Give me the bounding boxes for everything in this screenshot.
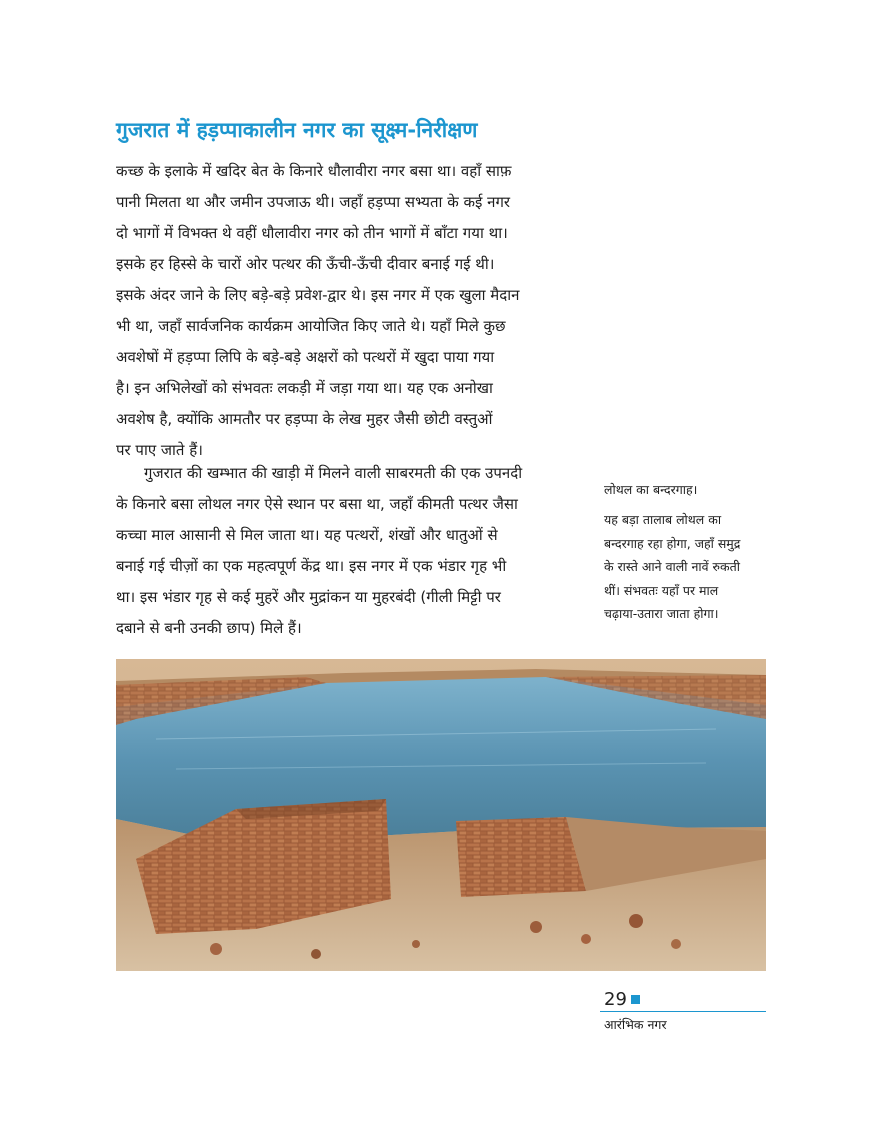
caption-line: चढ़ाया-उतारा जाता होगा।: [604, 606, 719, 621]
text-line: था। इस भंडार गृह से कई मुहरें और मुद्रांकन या मुहरबंदी (गीली मिट्टी पर: [116, 588, 501, 606]
chapter-title: आरंभिक नगर: [604, 1017, 667, 1032]
text-line: है। इन अभिलेखों को संभवतः लकड़ी में जड़ा गया था। यह एक अनोखा: [116, 379, 493, 397]
paragraph-dholavira: [116, 156, 586, 466]
text-line: इसके अंदर जाने के लिए बड़े-बड़े प्रवेश-द्वार थे। इस नगर में एक खुला मैदान: [116, 286, 520, 304]
text-line: कच्छ के इलाके में खदिर बेत के किनारे धौलावीरा नगर बसा था। वहाँ साफ़: [116, 162, 512, 180]
section-heading: गुजरात में हड़प्पाकालीन नगर का सूक्ष्म-निरीक्षण: [116, 118, 478, 142]
caption-line: बन्दरगाह रहा होगा, जहाँ समुद्र: [604, 535, 741, 551]
caption-body: [604, 508, 774, 626]
text-line: भी था, जहाँ सार्वजनिक कार्यक्रम आयोजित किए जाते थे। यहाँ मिले कुछ: [116, 317, 506, 335]
text-line: दबाने से बनी उनकी छाप) मिले हैं।: [116, 619, 302, 637]
text-line: पानी मिलता था और जमीन उपजाऊ थी। जहाँ हड़प्पा सभ्यता के कई नगर: [116, 193, 511, 211]
caption-line: यह बड़ा तालाब लोथल का: [604, 512, 722, 527]
text-line: बनाई गई चीज़ों का एक महत्वपूर्ण केंद्र था। इस नगर में एक भंडार गृह भी: [116, 557, 507, 575]
text-line: गुजरात की खम्भात की खाड़ी में मिलने वाली साबरमती की एक उपनदी: [144, 464, 523, 482]
page-number: 29: [604, 989, 627, 1010]
text-line: इसके हर हिस्से के चारों ओर पत्थर की ऊँची-ऊँची दीवार बनाई गई थी।: [116, 255, 495, 273]
caption-line: के रास्ते आने वाली नावें रुकती: [604, 559, 740, 574]
text-line: पर पाए जाते हैं।: [116, 441, 203, 459]
lothal-dockyard-photo: [116, 659, 766, 971]
text-line: कच्चा माल आसानी से मिल जाता था। यह पत्थरों, शंखों और धातुओं से: [116, 526, 498, 544]
footer-rule: [600, 1011, 766, 1012]
text-line: अवशेष है, क्योंकि आमतौर पर हड़प्पा के लेख मुहर जैसी छोटी वस्तुओं: [116, 410, 493, 428]
page-number-marker: [631, 995, 640, 1004]
text-line: के किनारे बसा लोथल नगर ऐसे स्थान पर बसा था, जहाँ कीमती पत्थर जैसा: [116, 495, 518, 513]
caption-title: लोथल का बन्दरगाह।: [604, 482, 698, 497]
text-line: अवशेषों में हड़प्पा लिपि के बड़े-बड़े अक्षरों को पत्थरों में खुदा पाया गया: [116, 348, 495, 366]
text-line: दो भागों में विभक्त थे वहीं धौलावीरा नगर को तीन भागों में बाँटा गया था।: [116, 224, 508, 242]
paragraph-lothal: [116, 458, 586, 644]
caption-line: थीं। संभवतः यहाँ पर माल: [604, 582, 719, 598]
